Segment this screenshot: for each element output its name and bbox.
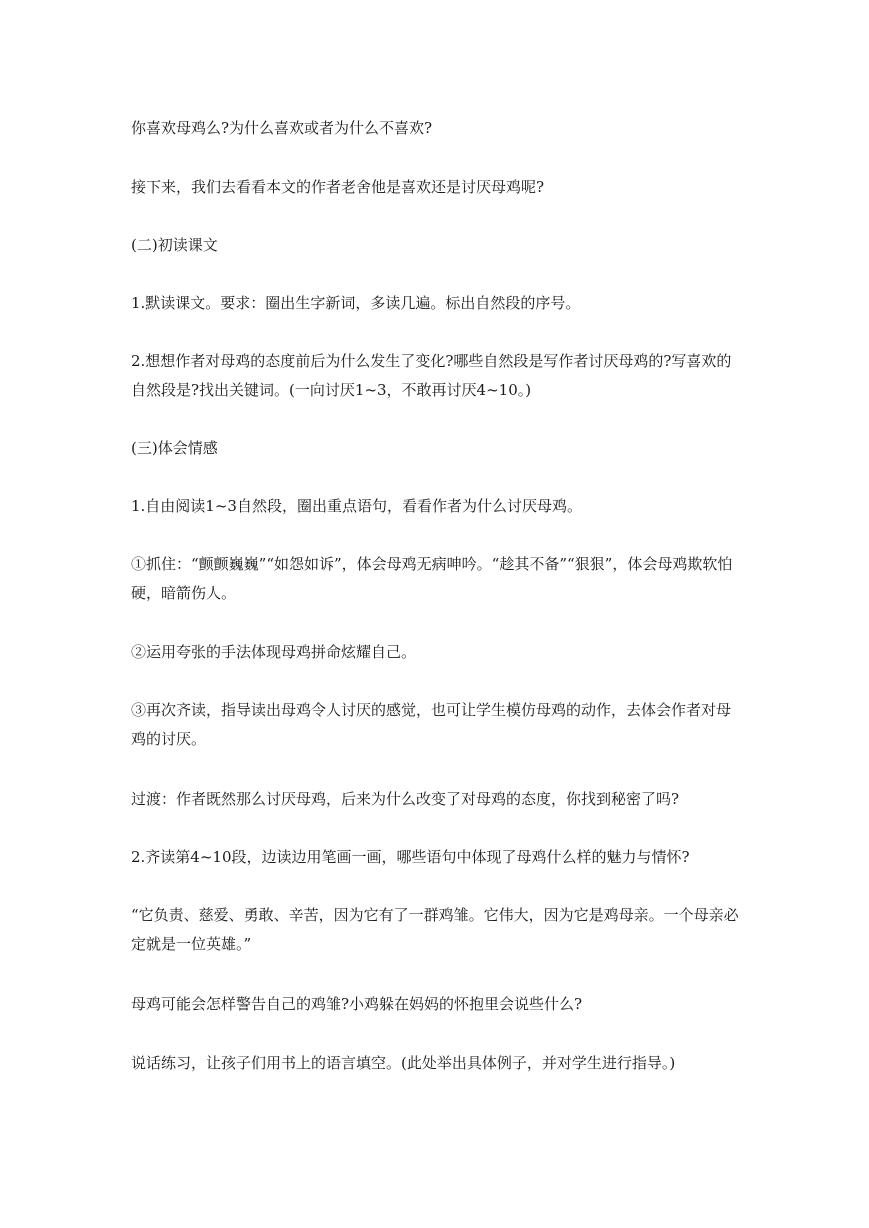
paragraph-point-one: ①抓住：“颤颤巍巍”“如怨如诉”，体会母鸡无病呻吟。“趁其不备”“狠狠”，体会母鸡欺软怕硬，暗箭伤人。 (131, 555, 733, 602)
paragraph-group-reading: 2.齐读第4~10段，边读边用笔画一画，哪些语句中体现了母鸡什么样的魅力与情怀? (131, 848, 690, 866)
paragraph-hen-warning: 母鸡可能会怎样警告自己的鸡雏?小鸡躲在妈妈的怀抱里会说些什么? (131, 995, 583, 1013)
paragraph-question-like-hen: 你喜欢母鸡么?为什么喜欢或者为什么不喜欢? (131, 119, 433, 137)
paragraph-attitude-change: 2.想想作者对母鸡的态度前后为什么发生了变化?哪些自然段是写作者讨厌母鸡的?写喜欢的自然段是?找出关键词。(一向讨厌1~3，不敢再讨厌4~10。) (131, 352, 732, 399)
paragraph-lao-she-transition: 接下来，我们去看看本文的作者老舍他是喜欢还是讨厌母鸡呢? (131, 178, 545, 196)
section-heading-first-reading: (二)初读课文 (131, 236, 218, 254)
paragraph-speaking-practice: 说话练习，让孩子们用书上的语言填空。(此处举出具体例子，并对学生进行指导。) (131, 1054, 676, 1072)
paragraph-point-two: ②运用夸张的手法体现母鸡拼命炫耀自己。 (131, 643, 417, 661)
paragraph-free-reading: 1.自由阅读1~3自然段，圈出重点语句，看看作者为什么讨厌母鸡。 (131, 497, 582, 515)
paragraph-point-three: ③再次齐读，指导读出母鸡令人讨厌的感觉，也可让学生模仿母鸡的动作，去体会作者对母鸡的讨厌。 (131, 701, 732, 748)
paragraph-quote: “它负责、慈爱、勇敢、辛苦，因为它有了一群鸡雏。它伟大，因为它是鸡母亲。一个母亲必定就是一位英雄。” (131, 906, 739, 953)
paragraph-silent-reading: 1.默读课文。要求：圈出生字新词，多读几遍。标出自然段的序号。 (131, 294, 581, 312)
section-heading-feelings: (三)体会情感 (131, 439, 218, 457)
paragraph-transition: 过渡：作者既然那么讨厌母鸡，后来为什么改变了对母鸡的态度，你找到秘密了吗? (131, 790, 680, 808)
